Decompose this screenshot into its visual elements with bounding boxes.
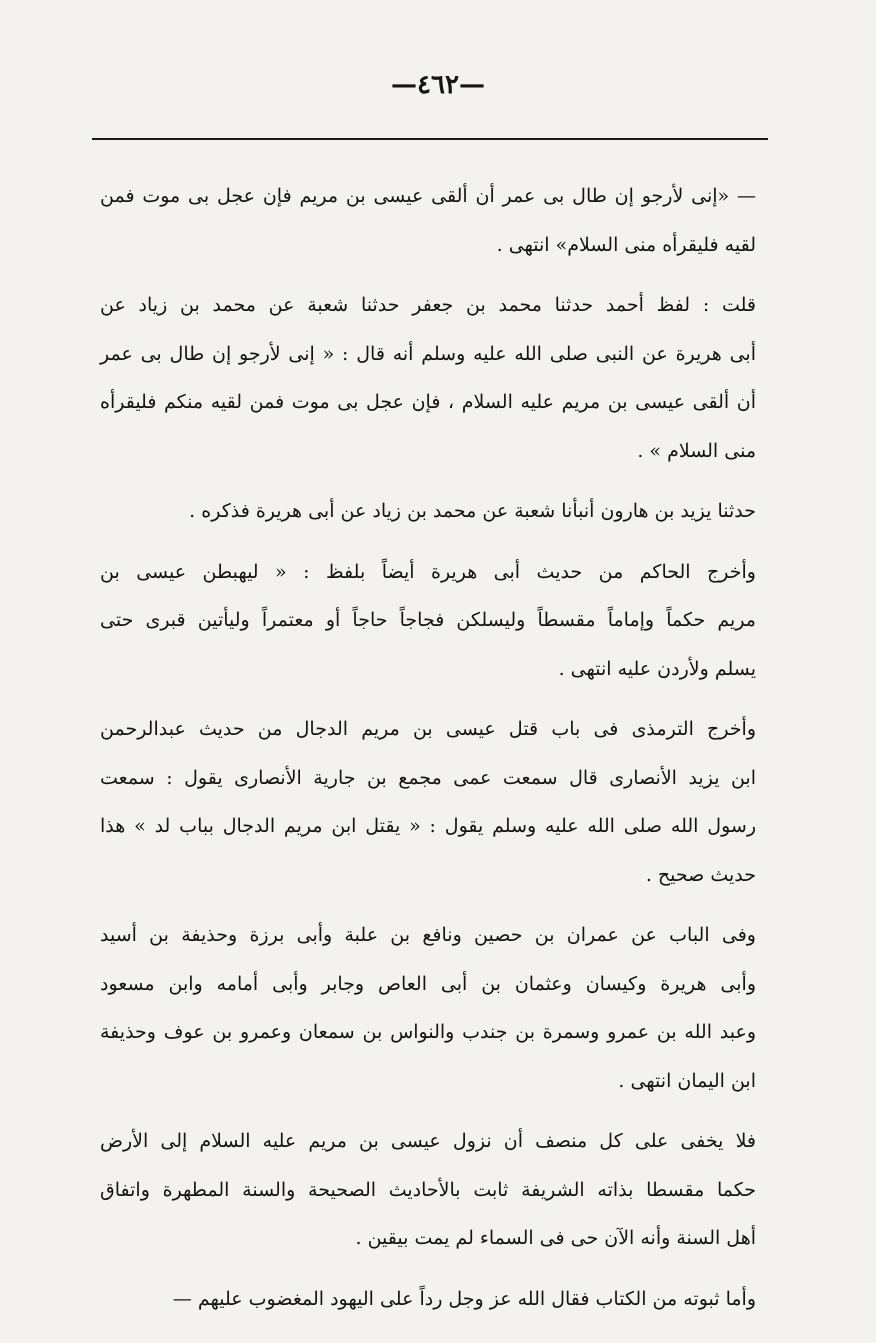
text-line: أهل السنة وأنه الآن حى فى السماء لم يمت بيقين . [355, 1227, 756, 1249]
paragraph-4 [100, 548, 756, 694]
text-line: فلا يخفى على كل منصف أن نزول عيسى بن مريم عليه السلام إلى الأرض [100, 1130, 756, 1152]
paragraph-5 [100, 705, 756, 899]
text-line: حديث صحيح . [645, 863, 756, 886]
text-line: وعبد الله بن عمرو وسمرة بن جندب والنواس بن سمعان وعمرو بن عوف وحذيفة [100, 1021, 756, 1043]
text-line: وأبى هريرة وكيسان وعثمان بن أبى العاص وجابر وأبى أمامه وابن مسعود [100, 972, 756, 995]
text-line: مريم حكماً وإماماً مقسطاً وليسلكن فجاجاً حاجاً أو معتمراً وليأتين قبرى حتى [100, 609, 756, 631]
paragraph-2 [100, 281, 756, 475]
paragraph-3 [100, 487, 756, 536]
page-number: —٤٦٢— [391, 70, 485, 100]
paragraph-1 [100, 172, 756, 269]
text-line: ابن اليمان انتهى . [618, 1069, 756, 1092]
text-line: — «إنى لأرجو إن طال بى عمر أن ألقى عيسى بن مريم فإن عجل بى موت فمن [100, 185, 756, 207]
text-line: قلت : لفظ أحمد حدثنا محمد بن جعفر حدثنا شعبة عن محمد بن زياد عن [100, 294, 756, 316]
text-line: وأخرج الحاكم من حديث أبى هريرة أيضاً بلفظ : « ليهبطن عيسى بن [100, 560, 756, 583]
text-line: حدثنا يزيد بن هارون أنبأنا شعبة عن محمد بن زياد عن أبى هريرة فذكره . [189, 500, 756, 522]
text-line: وأما ثبوته من الكتاب فقال الله عز وجل رداً على اليهود المغضوب عليهم — [172, 1287, 756, 1310]
text-line: أبى هريرة عن النبى صلى الله عليه وسلم أنه قال : « إنى لأرجو إن طال بى عمر [100, 342, 756, 365]
text-line: وفى الباب عن عمران بن حصين ونافع بن علبة وأبى برزة وحذيفة بن أسيد [100, 924, 756, 946]
text-line: وأخرج الترمذى فى باب قتل عيسى بن مريم الدجال من حديث عبدالرحمن [100, 718, 756, 740]
text-line: لقيه فليقرأه منى السلام» انتهى . [496, 233, 756, 256]
text-line: منى السلام » . [637, 439, 756, 462]
text-line: يسلم ولأردن عليه انتهى . [558, 657, 756, 680]
text-line: رسول الله صلى الله عليه وسلم يقول : « يقتل ابن مريم الدجال بباب لد » هذا [100, 815, 756, 837]
text-line: حكما مقسطا بذاته الشريفة ثابت بالأحاديث الصحيحة والسنة المطهرة واتفاق [100, 1178, 756, 1201]
paragraph-8 [100, 1275, 756, 1324]
paragraph-7 [100, 1117, 756, 1263]
text-line: أن ألقى عيسى بن مريم عليه السلام ، فإن عجل بى موت فمن لقيه منكم فليقرأه [100, 391, 756, 413]
body-text [100, 172, 756, 1335]
text-line: ابن يزيد الأنصارى قال سمعت عمى مجمع بن جارية الأنصارى يقول : سمعت [100, 766, 756, 789]
header-rule [92, 138, 768, 140]
paragraph-6 [100, 911, 756, 1105]
